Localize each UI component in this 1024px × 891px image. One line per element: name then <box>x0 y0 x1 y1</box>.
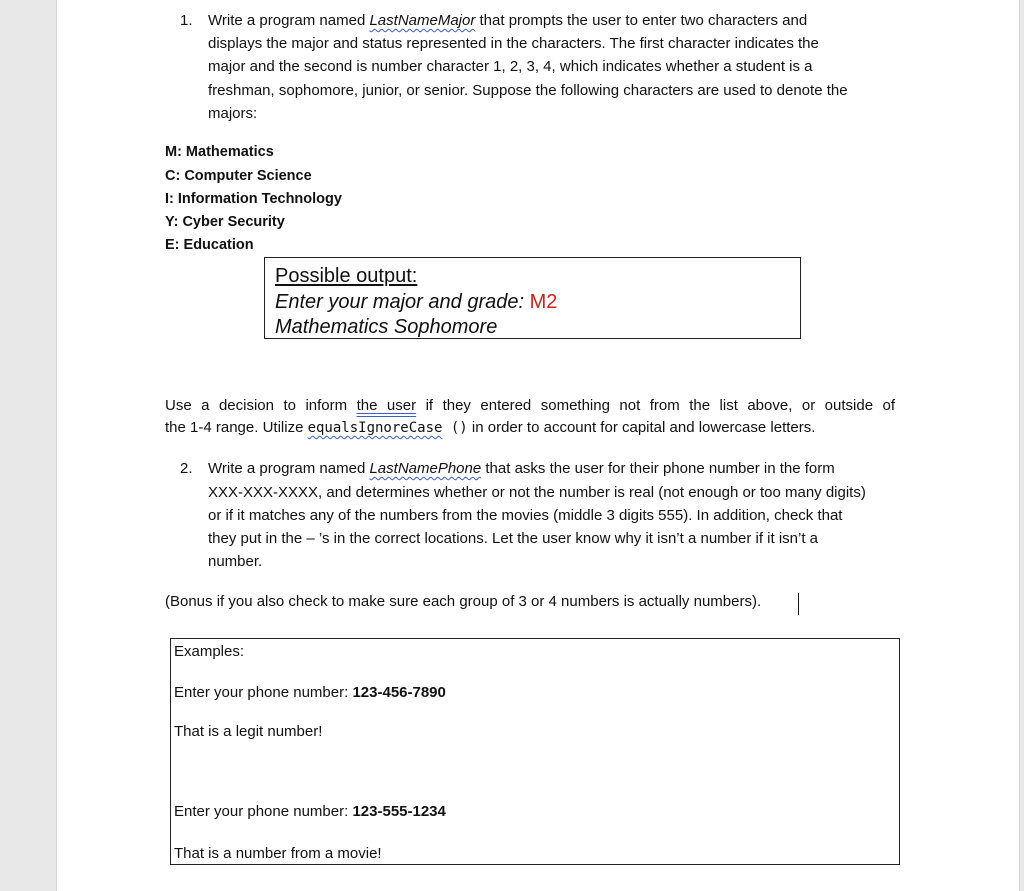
example-2-prompt: Enter your phone number: 123-555-1234 <box>174 803 446 820</box>
examples-box <box>170 638 900 865</box>
decision-line-1: Use a decision to inform the user if they entered something not from the list above, or outside of <box>165 397 896 414</box>
possible-output-result: Mathematics Sophomore <box>275 316 498 338</box>
q2-line-3: or if it matches any of the numbers from the movies (middle 3 digits 555). In addition, check that <box>208 507 843 524</box>
q2-program-name: LastNamePhone <box>369 460 482 477</box>
example-2-number: 123-555-1234 <box>352 803 446 820</box>
decision-code-equalsignorecase: equalsIgnoreCase <box>307 420 443 436</box>
q2-line-5: number. <box>208 553 263 570</box>
q1-line-5: majors: <box>208 105 258 122</box>
major-item-y: Y: Cyber Security <box>165 214 285 230</box>
example-1-reply: That is a legit number! <box>174 723 323 740</box>
decision-link-the-user: the user <box>356 397 417 414</box>
major-item-e: E: Education <box>165 237 254 253</box>
major-item-c: C: Computer Science <box>165 168 312 184</box>
q1-line-4: freshman, sophomore, junior, or senior. Suppose the following characters are used to denote the <box>208 82 848 99</box>
q1-line-3: major and the second is number character 1, 2, 3, 4, which indicates whether a student is a <box>208 58 813 75</box>
q1-program-name: LastNameMajor <box>369 12 476 29</box>
decision-line-2: the 1-4 range. Utilize equalsIgnoreCase () in order to account for capital and lowercase letters. <box>165 419 816 436</box>
q2-number: 2. <box>180 460 193 477</box>
possible-output-heading: Possible output: <box>275 265 418 287</box>
q2-line-1: Write a program named LastNamePhone that asks the user for their phone number in the form <box>208 460 835 477</box>
example-1-prompt: Enter your phone number: 123-456-7890 <box>174 684 446 701</box>
examples-heading: Examples: <box>174 643 245 660</box>
q1-line-2: displays the major and status represented in the characters. The first character indicates the <box>208 35 819 52</box>
example-1-number: 123-456-7890 <box>352 684 446 701</box>
possible-output-box <box>264 257 801 339</box>
possible-output-input: M2 <box>529 291 558 313</box>
bonus-text: (Bonus if you also check to make sure each group of 3 or 4 numbers is actually numbers). <box>165 593 762 610</box>
q2-line-2: XXX-XXX-XXXX, and determines whether or not the number is real (not enough or too many digits) <box>208 484 866 501</box>
q1-line-1: Write a program named LastNameMajor that prompts the user to enter two characters and <box>208 12 808 29</box>
major-item-i: I: Information Technology <box>165 191 342 207</box>
q2-line-4: they put in the – ’s in the correct locations. Let the user know why it isn’t a number if it isn’t a <box>208 530 819 547</box>
possible-output-prompt-line: Enter your major and grade: M2 <box>275 291 558 313</box>
q1-number: 1. <box>180 12 193 29</box>
example-2-reply: That is a number from a movie! <box>174 845 382 862</box>
major-item-m: M: Mathematics <box>165 144 274 160</box>
text-cursor[interactable] <box>798 593 799 615</box>
